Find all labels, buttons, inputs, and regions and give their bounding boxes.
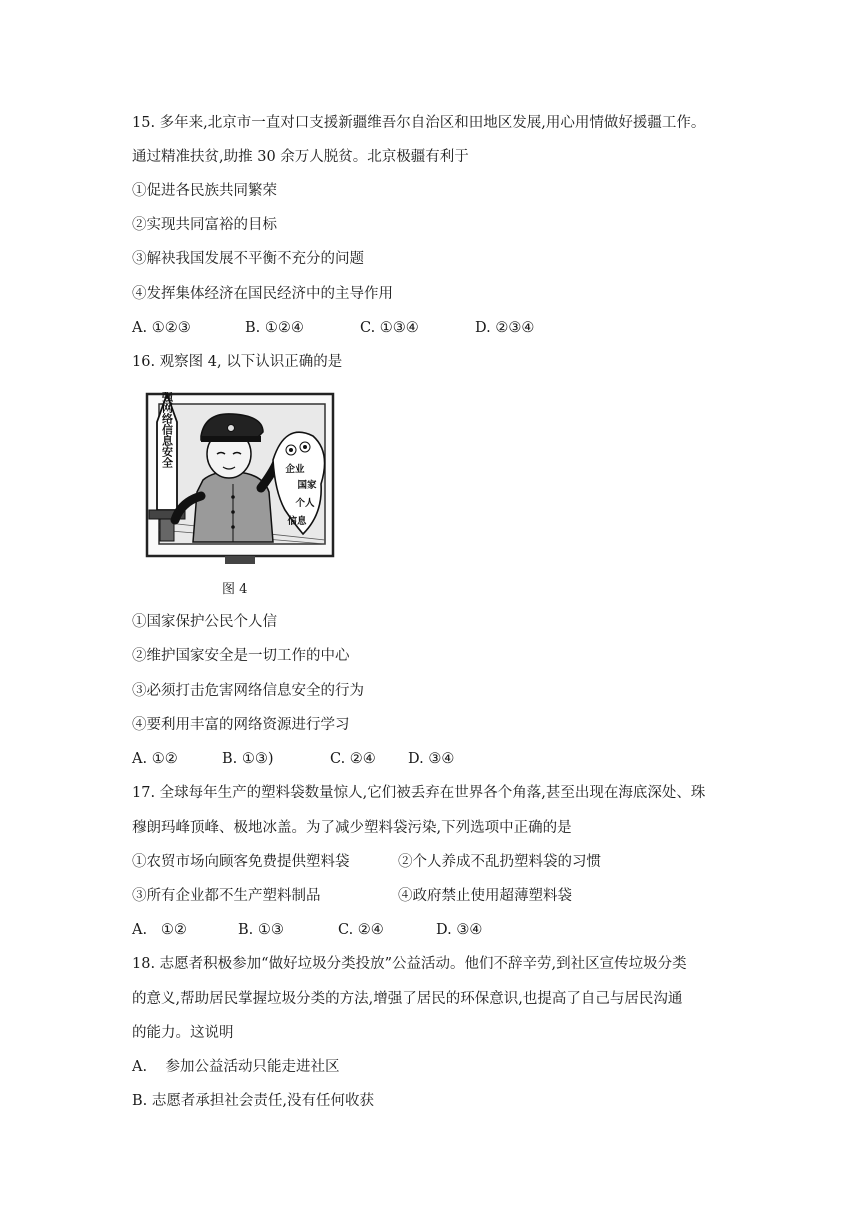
q15-option-c: C. ①③④ [360, 320, 419, 336]
q15-option-b: B. ①②④ [245, 320, 304, 336]
q17-item-3: ③所有企业都不生产塑料制品 [132, 888, 321, 904]
q16-option-a: A. ①② [132, 751, 178, 767]
q17-option-c: C. ②④ [338, 922, 384, 938]
q18-option-b: B. 志愿者承担社会责任,没有任何收获 [132, 1093, 374, 1109]
monitor-stand [225, 556, 255, 564]
q15-item-2: ②实现共同富裕的目标 [132, 217, 277, 233]
q15-stem-line2: 通过精准扶贫,助推 30 余万人脱贫。北京极疆有利于 [132, 149, 469, 165]
q17-option-b: B. ①③ [238, 922, 284, 938]
q17-stem-line1: 17. 全球每年生产的塑料袋数量惊人,它们被丢弃在世界各个角落,甚至出现在海底深处、珠 [132, 785, 706, 801]
q17-item-1: ①农贸市场向顾客免费提供塑料袋 [132, 854, 350, 870]
q17-item-2: ②个人养成不乱扔塑料袋的习惯 [398, 854, 601, 870]
q18-stem-line3: 的能力。这说明 [132, 1025, 234, 1041]
q16-item-2: ②维护国家安全是一切工作的中心 [132, 648, 350, 664]
label-nation: 国家 [297, 480, 317, 491]
q16-item-3: ③必须打击危害网络信息安全的行为 [132, 683, 364, 699]
label-info: 信息 [287, 516, 307, 527]
q16-item-1: ①国家保护公民个人信 [132, 614, 277, 630]
q16-item-4: ④要利用丰富的网络资源进行学习 [132, 717, 350, 733]
q18-option-a: A. 参加公益活动只能走进社区 [132, 1059, 340, 1075]
q15-item-4: ④发挥集体经济在国民经济中的主导作用 [132, 286, 393, 302]
q17-stem-line2: 穆朗玛峰顶峰、极地冰盖。为了减少塑料袋污染,下列选项中正确的是 [132, 820, 572, 836]
q16-option-b: B. ①③) [222, 751, 274, 767]
figure-4-caption: 图 4 [222, 582, 248, 597]
q18-stem-line1: 18. 志愿者积极参加“做好垃圾分类投放”公益活动。他们不辞辛劳,到社区宣传垃圾分类 [132, 956, 687, 972]
q18-stem-line2: 的意义,帮助居民掌握垃圾分类的方法,增强了居民的环保意识,也提高了自己与居民沟通 [132, 991, 683, 1007]
q16-option-c: C. ②④ [330, 751, 376, 767]
q16-stem: 16. 观察图 4, 以下认识正确的是 [132, 354, 343, 370]
figure-4-cartoon [145, 392, 335, 568]
q17-option-a: A. ①② [132, 922, 187, 938]
q15-item-3: ③解袂我国发展不平衡不充分的问题 [132, 251, 364, 267]
label-enterprise: 企业 [285, 464, 305, 475]
q16-option-d: D. ③④ [408, 751, 455, 767]
q15-stem-line1: 15. 多年来,北京市一直对口支援新疆维吾尔自治区和田地区发展,用心用情做好援疆工作。 [132, 115, 706, 131]
q17-item-4: ④政府禁止使用超薄塑料袋 [398, 888, 572, 904]
q15-option-d: D. ②③④ [475, 320, 535, 336]
cartoon-illustration [145, 392, 335, 568]
q15-option-a: A. ①②③ [132, 320, 191, 336]
sword-text: 加强网络信息安全 [160, 392, 174, 468]
q17-option-d: D. ③④ [436, 922, 483, 938]
q15-item-1: ①促进各民族共同繁荣 [132, 183, 277, 199]
label-personal: 个人 [295, 498, 315, 509]
